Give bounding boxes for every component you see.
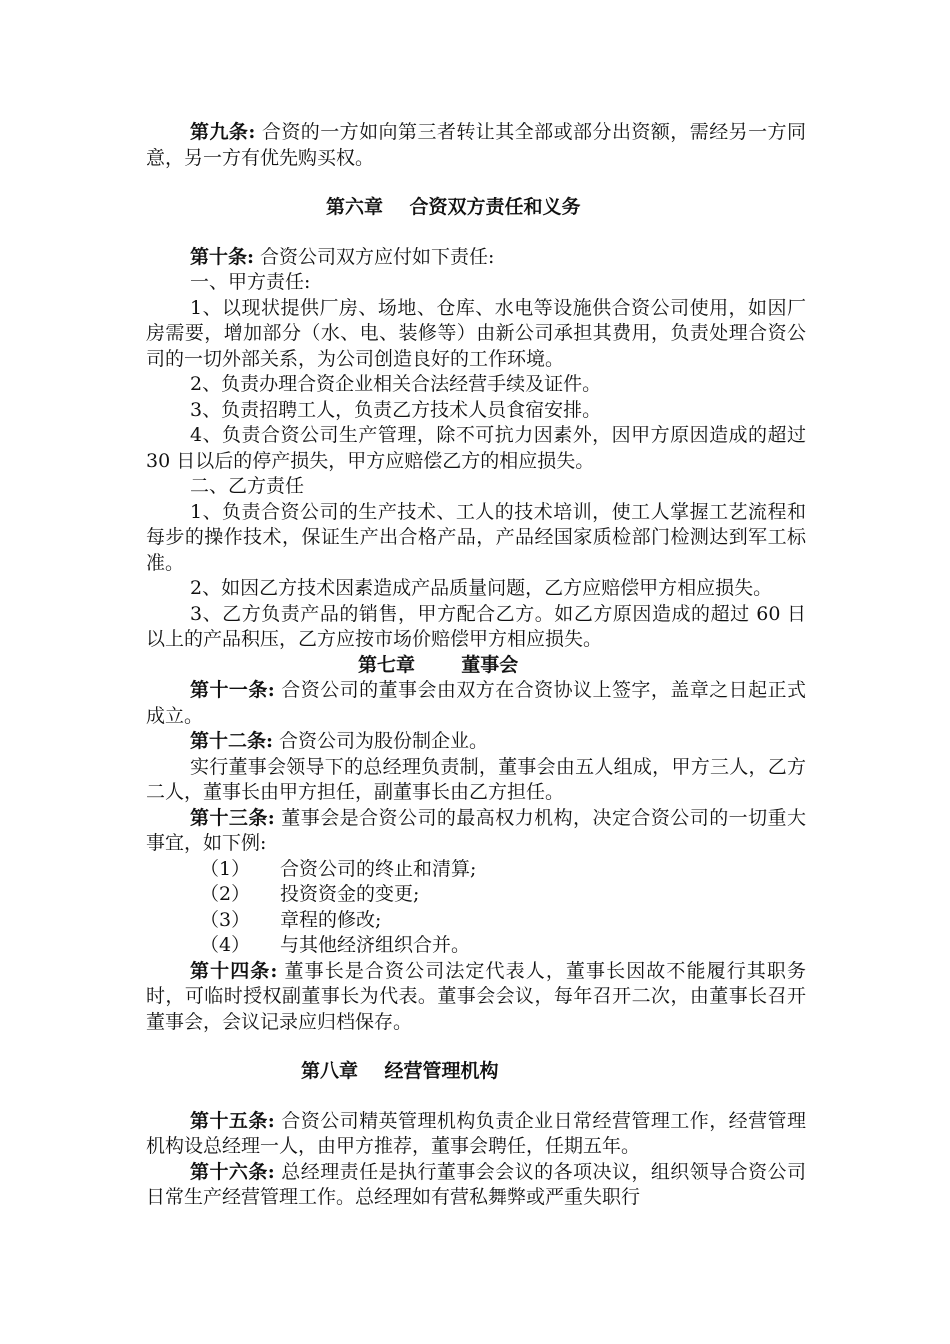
- list-item-number: （1）: [200, 857, 251, 880]
- party-b-item: 1、负责合资公司的生产技术、工人的技术培训，使工人掌握工艺流程和每步的操作技术，保证生产出合格产品，产品经国家质检部门检测达到军工标准。: [146, 500, 806, 574]
- article-12-paragraph: 实行董事会领导下的总经理负责制，董事会由五人组成，甲方三人，乙方二人，董事长由甲方担任，副董事长由乙方担任。: [146, 755, 806, 803]
- party-a-item: 1、以现状提供厂房、场地、仓库、水电等设施供合资公司使用，如因厂房需要，增加部分（水、电、装修等）由新公司承担其费用，负责处理合资公司的一切外部关系，为公司创造良好的工作环境。: [146, 296, 806, 370]
- article-14: [146, 959, 806, 1036]
- list-item: [146, 908, 806, 934]
- article-11: [146, 678, 806, 729]
- article-text: 合资的一方如向第三者转让其全部或部分出资额，需经另一方同意，另一方有优先购买权。: [146, 121, 807, 169]
- article-15: [146, 1109, 806, 1160]
- list-item-number: （2）: [200, 883, 251, 905]
- list-item: [146, 933, 806, 959]
- document-body: [146, 120, 806, 1211]
- list-item-text: 章程的修改;: [280, 908, 382, 931]
- article-16: [146, 1160, 806, 1211]
- party-a-heading: 一、甲方责任:: [190, 271, 311, 293]
- article-label: 第九条:: [190, 121, 256, 143]
- chapter-8-heading: 第八章 经营管理机构: [301, 1060, 499, 1082]
- article-label: 第十五条:: [190, 1109, 275, 1132]
- party-b-item: 2、如因乙方技术因素造成产品质量问题，乙方应赔偿甲方相应损失。: [190, 577, 773, 599]
- article-label: 第十六条:: [190, 1160, 275, 1183]
- list-item-text: 与其他经济组织合并。: [280, 934, 471, 956]
- article-text: 合资公司的董事会由双方在合资协议上签字，盖章之日起正式成立。: [146, 679, 806, 727]
- article-text: 合资公司精英管理机构负责企业日常经营管理工作，经营管理机构设总经理一人，由甲方推荐，董事会聘任，任期五年。: [146, 1109, 806, 1157]
- article-label: 第十条:: [190, 245, 255, 268]
- list-item: [146, 882, 806, 908]
- article-text: 合资公司为股份制企业。: [273, 730, 489, 752]
- article-13: [146, 806, 806, 857]
- list-item-number: （3）: [200, 908, 251, 931]
- list-item-text: 合资公司的终止和清算;: [280, 857, 477, 880]
- article-label: 第十二条:: [190, 730, 274, 752]
- article-text: 总经理责任是执行董事会会议的各项决议，组织领导合资公司日常生产经营管理工作。总经理如有营私舞弊或严重失职行: [146, 1160, 806, 1208]
- party-b-item: 3、乙方负责产品的销售，甲方配合乙方。如乙方原因造成的超过 60 日以上的产品积压，乙方应按市场价赔偿甲方相应损失。: [146, 602, 806, 650]
- article-9: [146, 120, 806, 171]
- chapter-6-heading: 第六章 合资双方责任和义务: [326, 196, 581, 218]
- party-a-item: 3、负责招聘工人，负责乙方技术人员食宿安排。: [190, 398, 602, 421]
- article-text: 董事会是合资公司的最高权力机构，决定合资公司的一切重大事宜，如下例:: [146, 806, 806, 854]
- article-10: [146, 245, 806, 271]
- party-a-item: 4、负责合资公司生产管理，除不可抗力因素外，因甲方原因造成的超过 30 日以后的停产损失，甲方应赔偿乙方的相应损失。: [146, 424, 806, 472]
- party-a-item: 2、负责办理合资企业相关合法经营手续及证件。: [190, 373, 602, 395]
- article-label: 第十四条:: [190, 959, 278, 982]
- chapter-7-heading: 第七章 董事会: [358, 653, 519, 676]
- article-12: [146, 729, 806, 755]
- article-text: 合资公司双方应付如下责任:: [254, 245, 495, 268]
- list-item-text: 投资资金的变更;: [280, 883, 420, 905]
- list-item: [146, 857, 806, 883]
- article-label: 第十三条:: [190, 806, 275, 829]
- list-item-number: （4）: [200, 934, 251, 956]
- article-label: 第十一条:: [190, 679, 275, 701]
- party-b-heading: 二、乙方责任: [190, 475, 305, 497]
- article-text: 董事长是合资公司法定代表人，董事长因故不能履行其职务时，可临时授权副董事长为代表。董事会会议，每年召开二次，由董事长召开董事会，会议记录应归档保存。: [146, 959, 806, 1033]
